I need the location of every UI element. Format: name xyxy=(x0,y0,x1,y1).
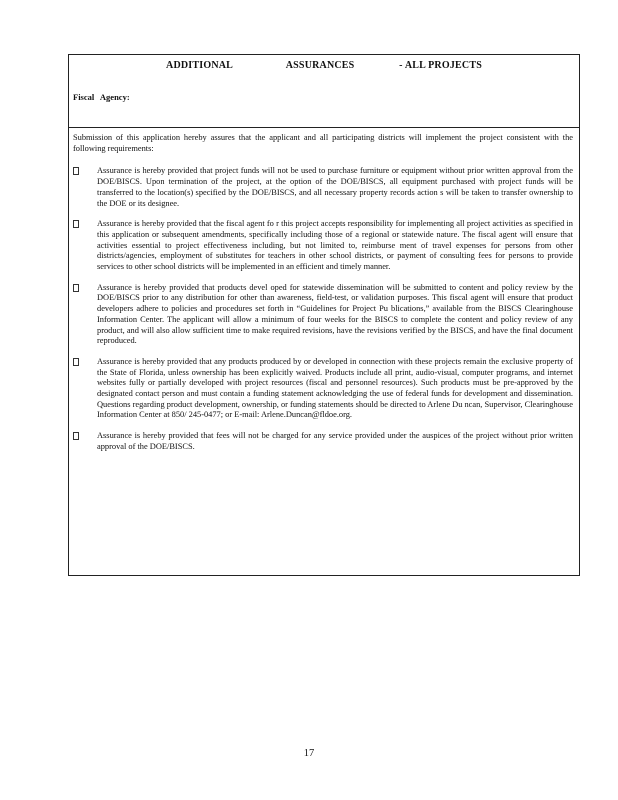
assurance-item xyxy=(73,219,573,273)
assurance-item xyxy=(73,283,573,347)
checkbox-bullet-icon xyxy=(73,358,79,366)
assurance-item xyxy=(73,166,573,209)
page-title xyxy=(69,60,579,71)
assurance-text: Assurance is hereby provided that project funds will not be used to purchase furniture or equipment without prior written approval from the DOE/BISCS. Upon termination of the project, at the option of the DOE/BISCS, all equipment purchased with project funds will be transferred to the location(s) specified by the DOE/BISCS, and all necessary property records action s will be taken to transfer ownership to the DOE or its designee. xyxy=(97,166,573,208)
title-part-3: - ALL PROJECTS xyxy=(399,60,482,71)
assurances-form xyxy=(68,54,580,576)
assurance-text: Assurance is hereby provided that products devel oped for statewide dissemination will be submitted to content and policy review by the DOE/BISCS prior to any distribution for other than awareness, field-test, or validation purposes. This fiscal agent will ensure that product developers adhere to policies and procedures set forth in “Guidelines for Project Pu blications,” available from the BISCS Clearinghouse Information Center. The applicant will allow a minimum of four weeks for the BISCS to complete the content and policy review of any product, and will also allow sufficient time to make required revisions, have the revisions verified by the BISCS, and have the final document reproduced. xyxy=(97,282,573,346)
checkbox-bullet-icon xyxy=(73,220,79,228)
page-number: 17 xyxy=(303,748,315,759)
assurance-text: Assurance is hereby provided that fees will not be charged for any service provided under the auspices of the project without prior written approval of the DOE/BISCS. xyxy=(97,431,573,451)
checkbox-bullet-icon xyxy=(73,284,79,292)
form-header xyxy=(69,55,579,128)
assurance-text: Assurance is hereby provided that the fiscal agent fo r this project accepts responsibility for implementing all project activities as specified in this application or subsequent amendments, specifically including those of a regional or statewide nature. The fiscal agent will ensure that activities essential to project effectiveness including, but not limited to, reimburse ment of travel expenses for persons from other districts/agencies, employment of substitutes for teachers in other school districts, or payment of consulting fees for persons to provide services to other school districts will be implemented in an efficient and timely manner. xyxy=(97,219,573,272)
assurance-item xyxy=(73,357,573,421)
intro-paragraph: Submission of this application hereby assures that the applicant and all participating districts will implement the project consistent with the following requirements: xyxy=(73,133,573,153)
title-part-1: ADDITIONAL xyxy=(166,60,234,71)
checkbox-bullet-icon xyxy=(73,167,79,175)
assurance-text: Assurance is hereby provided that any products produced by or developed in connection with these projects remain the exclusive property of the State of Florida, unless ownership has been explicitly waived. Products include all print, audio-visual, computer programs, and internet websites fully or partially developed with project resources (fiscal and personnel resources). Such products must be pre-approved by the designated contact person and must contain a funding statement acknowledging the use of federal funds for development and dissemination. Questions regarding product development, ownership, or funding statements should be directed to Arlene Du ncan, Supervisor, Clearinghouse Information Center at 850/ 245-0477; or E-mail: Arlene.Duncan@fldoe.org. xyxy=(97,356,573,420)
checkbox-bullet-icon xyxy=(73,432,79,440)
title-part-2: ASSURANCES xyxy=(285,60,355,71)
assurances-body xyxy=(73,133,573,463)
fiscal-agency-label: Fiscal Agency: xyxy=(73,92,130,102)
assurance-item xyxy=(73,431,573,452)
